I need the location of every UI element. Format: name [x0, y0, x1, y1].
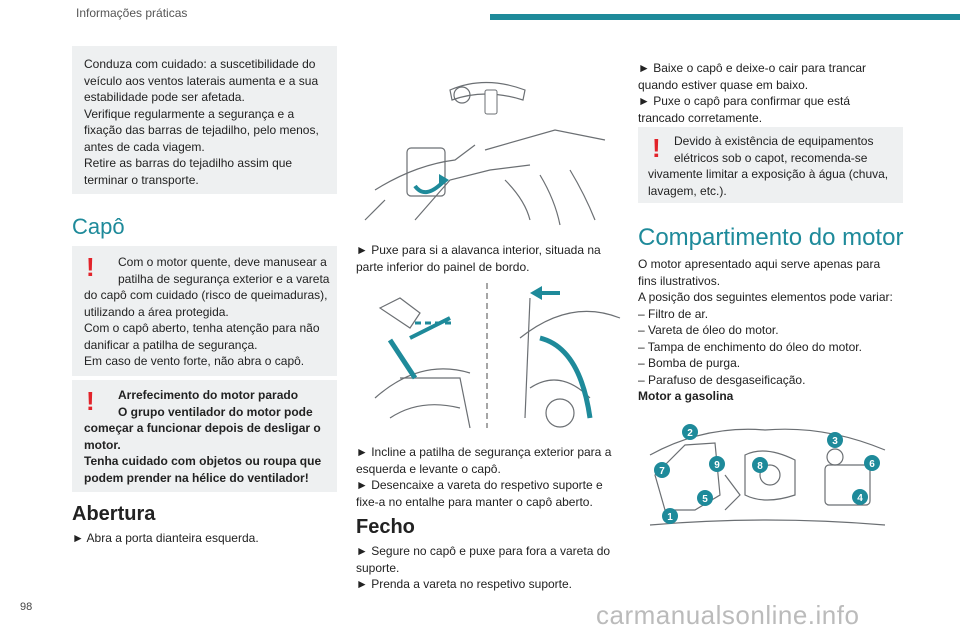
warning-line: elétricos sob o capot, recomenda-se [674, 150, 868, 165]
callout-label: 7 [659, 466, 665, 477]
warning-line: começar a funcionar depois de desligar o [84, 421, 321, 435]
warning-line: Arrefecimento do motor parado [118, 388, 299, 402]
box-line: antes de cada viagem. [84, 139, 205, 154]
text-line: A posição dos seguintes elementos pode variar: [638, 290, 893, 304]
warning-line: Com o capô aberto, tenha atenção para não [84, 321, 320, 335]
step-line: ► Baixe o capô e deixe-o cair para trancar [638, 61, 866, 75]
list-item: – Bomba de purga. [638, 356, 741, 370]
illustration-engine-bay [645, 415, 890, 535]
list-item: – Filtro de ar. [638, 306, 709, 321]
text-line: O motor apresentado aqui serve apenas para [638, 257, 881, 271]
subtitle-motor-gasolina: Motor a gasolina [638, 389, 734, 403]
warning-line: danificar a patilha de segurança. [84, 337, 258, 352]
callout-label: 3 [832, 436, 838, 447]
callout-label: 5 [702, 494, 708, 505]
box-line: Verifique regularmente a segurança e a [84, 106, 295, 121]
list-item: – Tampa de enchimento do óleo do motor. [638, 339, 862, 354]
warning-icon: ! [652, 133, 661, 163]
section-title-abertura: Abertura [72, 503, 156, 525]
running-header: Informações práticas [76, 6, 188, 20]
warning-line: O grupo ventilador do motor pode [118, 404, 313, 419]
warning-line: lavagem, etc.). [648, 183, 727, 198]
step-line: trancado corretamente. [638, 110, 763, 125]
step-line: ► Prenda a vareta no respetivo suporte. [356, 577, 572, 591]
step-line: esquerda e levante o capô. [356, 461, 501, 476]
closing-steps [638, 60, 903, 126]
box-line: terminar o transporte. [84, 172, 199, 187]
step-line: parte inferior do painel de bordo. [356, 259, 530, 274]
fecho-text [356, 543, 618, 593]
callout-label: 9 [714, 460, 720, 471]
step1-text [356, 242, 618, 275]
warning-line: Devido à existência de equipamentos [674, 134, 874, 148]
list-item: – Parafuso de desgaseificação. [638, 372, 806, 387]
illustration-hood-latch-and-prop [360, 278, 622, 438]
step-line: quando estiver quase em baixo. [638, 77, 809, 92]
step-line: ► Puxe o capô para confirmar que está [638, 94, 850, 108]
box-line: fixação das barras de tejadilho, pelo menos, [84, 123, 319, 137]
warning-line: do capô com cuidado (risco de queimaduras), [84, 288, 328, 302]
warning-line: utilizando a área protegida. [84, 304, 229, 319]
step-line: ► Incline a patilha de segurança exterior para a [356, 445, 612, 459]
step-line: ► Puxe para si a alavanca interior, situada na [356, 243, 601, 257]
step-line: ► Desencaixe a vareta do respetivo suporte e [356, 478, 603, 492]
box-line: estabilidade pode ser afetada. [84, 90, 245, 104]
section-title-capo: Capô [72, 214, 125, 239]
abertura-step: ► Abra a porta dianteira esquerda. [72, 531, 259, 545]
compartment-text [638, 256, 908, 388]
header-accent-bar [490, 14, 960, 20]
section-title-compartimento: Compartimento do motor [638, 224, 904, 251]
page-number: 98 [20, 601, 33, 613]
warning-box-hot-engine [72, 246, 337, 376]
text-line: fins ilustrativos. [638, 273, 721, 288]
callout-label: 6 [869, 459, 875, 470]
warning-line: Com o motor quente, deve manusear a [118, 255, 327, 269]
warning-line: podem prender na hélice do ventilador! [84, 470, 309, 485]
box-line: veículo aos ventos laterais aumenta e a sua [84, 73, 319, 88]
warning-icon: ! [86, 252, 95, 282]
box-line: Retire as barras do tejadilho assim que [84, 156, 293, 170]
list-item: – Vareta de óleo do motor. [638, 323, 779, 337]
step-line: fixe-a no entalhe para manter o capô aberto. [356, 494, 593, 509]
warning-line: motor. [84, 437, 121, 452]
step2-text [356, 444, 618, 510]
warning-line: vivamente limitar a exposição à água (chuva, [648, 167, 889, 181]
box-line: Conduza com cuidado: a suscetibilidade do [84, 57, 316, 71]
warning-box-water [638, 127, 903, 203]
callout-label: 4 [857, 493, 863, 504]
warning-line: Tenha cuidado com objetos ou roupa que [84, 454, 322, 468]
step-line: ► Segure no capô e puxe para fora a vareta do [356, 544, 611, 558]
illustration-interior-lever [355, 70, 617, 238]
info-box-roof-bars [72, 46, 337, 194]
callout-label: 1 [667, 512, 673, 523]
warning-line: Em caso de vento forte, não abra o capô. [84, 354, 305, 368]
warning-icon: ! [86, 386, 95, 416]
warning-box-fan [72, 380, 337, 492]
callout-label: 8 [757, 461, 763, 472]
warning-line: patilha de segurança exterior e a vareta [118, 271, 330, 286]
watermark: carmanualsonline.info [596, 600, 860, 630]
callout-label: 2 [687, 428, 693, 439]
step-line: suporte. [356, 560, 400, 575]
section-title-fecho: Fecho [356, 516, 415, 538]
